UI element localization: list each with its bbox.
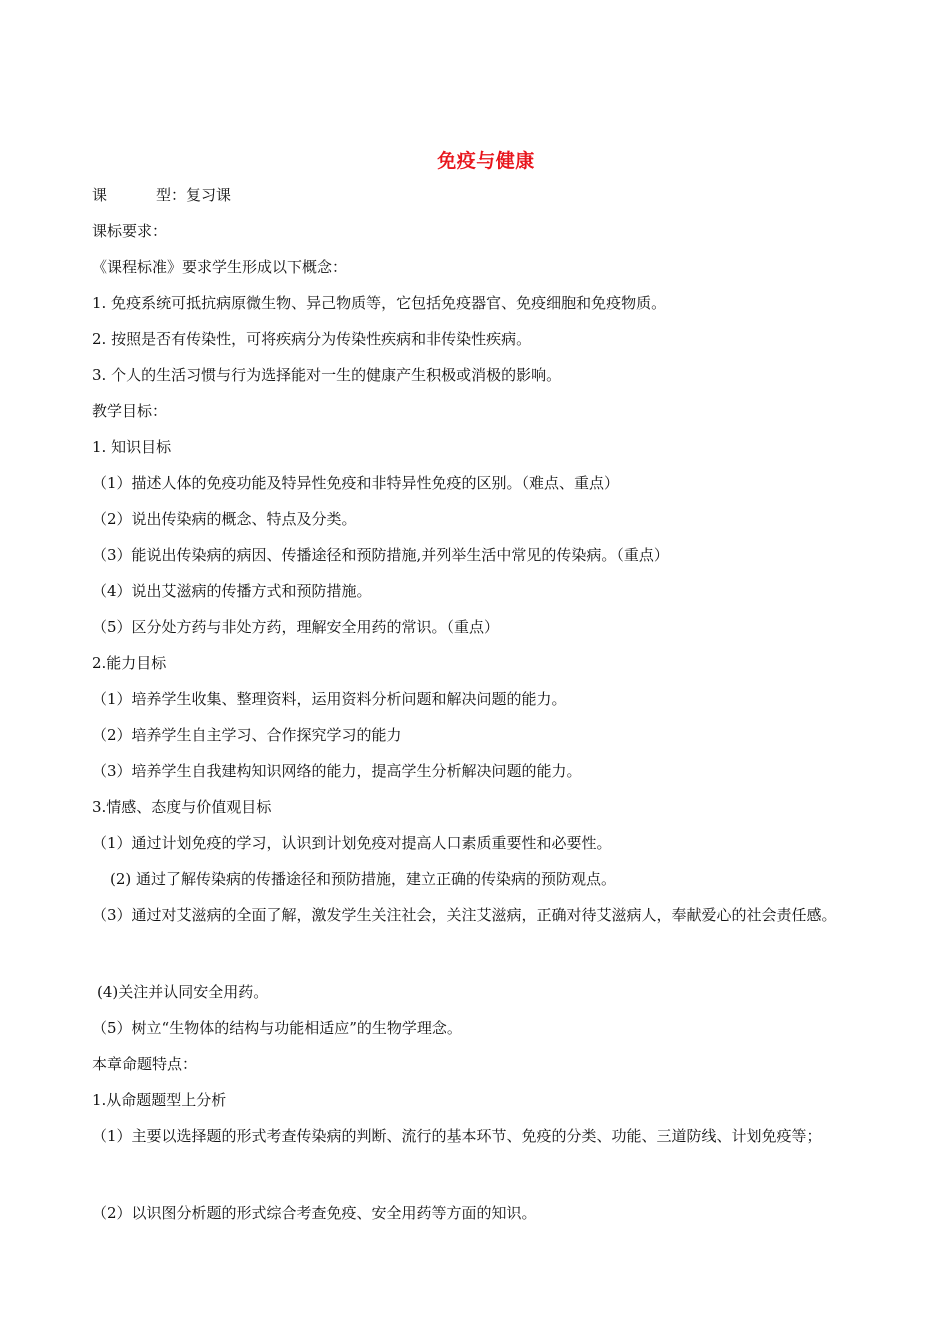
list-item: （2）培养学生自主学习、合作探究学习的能力 [92,726,402,744]
list-item: （3）培养学生自我建构知识网络的能力，提高学生分析解决问题的能力。 [92,762,582,780]
subsection-heading: 1.从命题题型上分析 [92,1091,227,1109]
list-item: （4）说出艾滋病的传播方式和预防措施。 [92,582,372,600]
list-item: （1）主要以选择题的形式考查传染病的判断、流行的基本环节、免疫的分类、功能、三道防线、计划免疫等； [92,1127,822,1145]
section-heading-goals: 教学目标： [92,402,168,420]
list-item: （2）说出传染病的概念、特点及分类。 [92,510,357,528]
list-item: （1）通过计划免疫的学习，认识到计划免疫对提高人口素质重要性和必要性。 [92,834,612,852]
list-item: （1）培养学生收集、整理资料，运用资料分析问题和解决问题的能力。 [92,690,567,708]
list-item: 2. 按照是否有传染性，可将疾病分为传染性疾病和非传染性疾病。 [92,330,532,348]
subsection-heading: 2.能力目标 [92,654,167,672]
page-title: 免疫与健康 [437,150,535,172]
course-type-label-b: 型：复习课 [156,186,232,204]
course-type-label-a: 课 [92,186,108,204]
subsection-heading: 3.情感、态度与价值观目标 [92,798,272,816]
list-item: (2) 通过了解传染病的传播途径和预防措施，建立正确的传染病的预防观点。 [110,870,617,888]
list-item: （3）通过对艾滋病的全面了解，激发学生关注社会，关注艾滋病，正确对待艾滋病人，奉献爱心的社会责任感。 [92,906,837,924]
list-item: （5）树立“生物体的结构与功能相适应”的生物学理念。 [92,1019,462,1037]
section-heading-features: 本章命题特点： [92,1055,198,1073]
paragraph: 《课程标准》要求学生形成以下概念： [92,258,348,276]
list-item: 3. 个人的生活习惯与行为选择能对一生的健康产生积极或消极的影响。 [92,366,562,384]
list-item: （1）描述人体的免疫功能及特异性免疫和非特异性免疫的区别。（难点、重点） [92,474,620,492]
list-item: 1. 免疫系统可抵抗病原微生物、异己物质等，它包括免疫器官、免疫细胞和免疫物质。 [92,294,667,312]
list-item: （5）区分处方药与非处方药，理解安全用药的常识。（重点） [92,618,500,636]
list-item: （3）能说出传染病的病因、传播途径和预防措施,并列举生活中常见的传染病。（重点） [92,546,669,564]
section-heading-standard: 课标要求： [92,222,168,240]
subsection-heading: 1. 知识目标 [92,438,172,456]
course-type-line [92,185,231,205]
list-item: （2）以识图分析题的形式综合考查免疫、安全用药等方面的知识。 [92,1204,537,1222]
list-item: (4)关注并认同安全用药。 [97,983,269,1001]
